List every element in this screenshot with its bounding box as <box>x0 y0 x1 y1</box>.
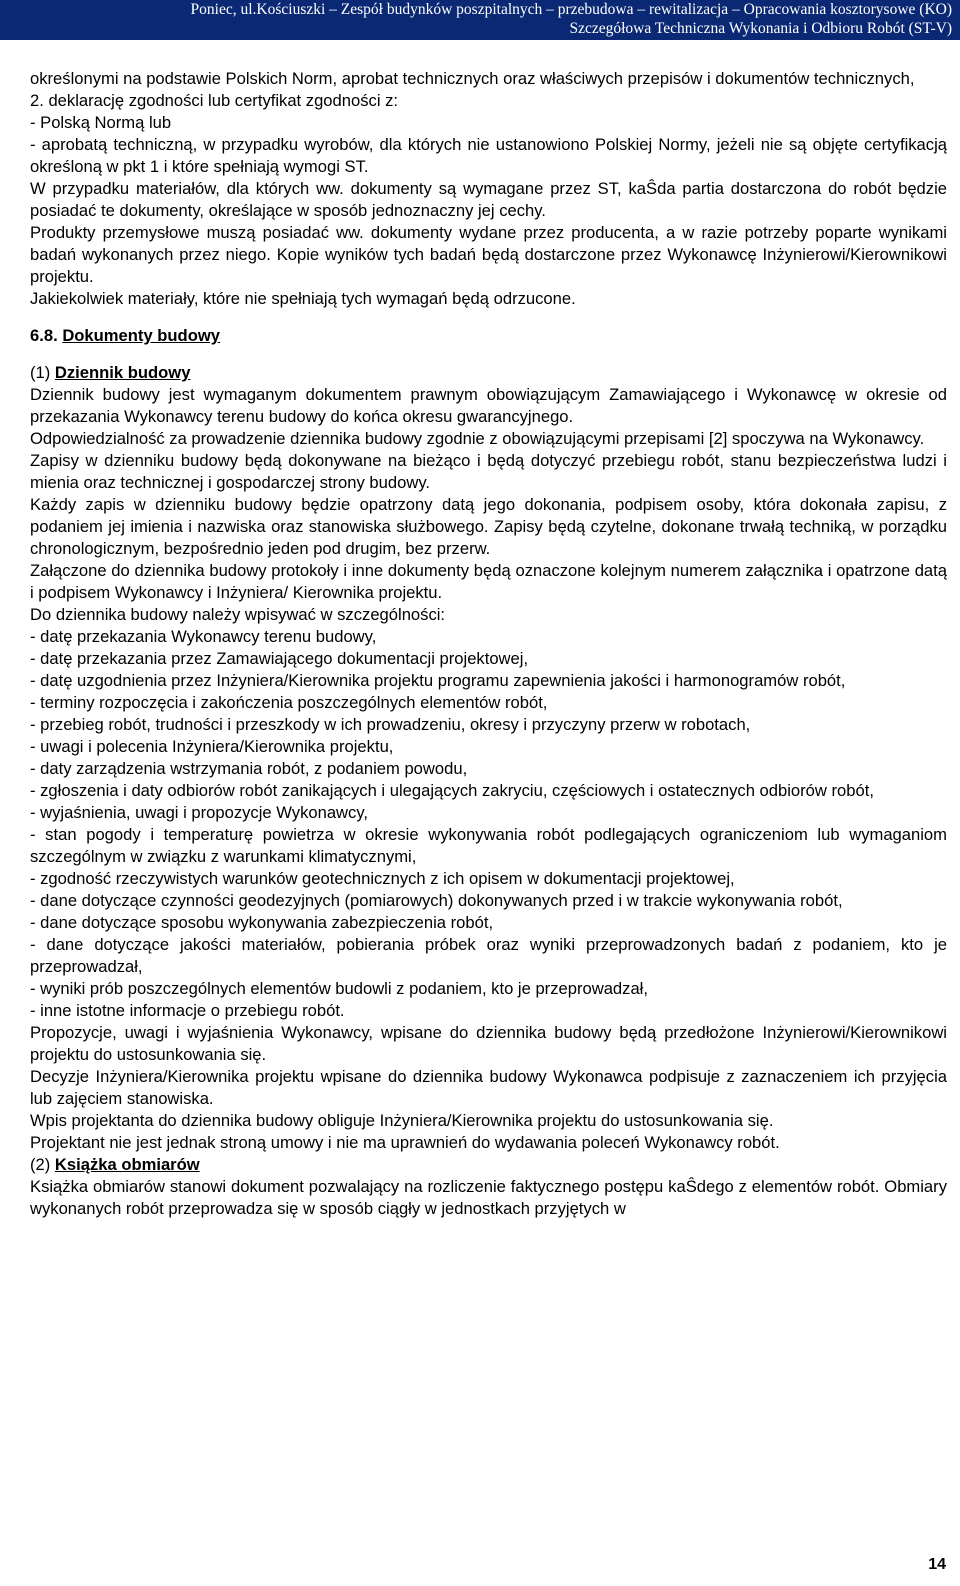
diary-paragraph: - wyjaśnienia, uwagi i propozycje Wykonawcy, <box>30 803 369 822</box>
diary-paragraph: - terminy rozpoczęcia i zakończenia poszczególnych elementów robót, <box>30 693 548 712</box>
intro-paragraph: - aprobatą techniczną, w przypadku wyrobów, dla których nie ustanowiono Polskiej Normy, jeżeli nie są objęte certyfikacją określoną w pkt 1 i które spełniają wymogi ST. <box>30 135 947 176</box>
subsection-number: (1) <box>30 363 51 382</box>
subsection-heading-measure-book <box>30 1154 947 1176</box>
diary-paragraph: - dane dotyczące sposobu wykonywania zabezpieczenia robót, <box>30 913 494 932</box>
diary-paragraph: - dane dotyczące jakości materiałów, pobierania próbek oraz wyniki przeprowadzonych badań z podaniem, kto je przeprowadzał, <box>30 935 947 976</box>
diary-paragraph: - datę uzgodnienia przez Inżyniera/Kierownika projektu programu zapewnienia jakości i harmonogramów robót, <box>30 671 846 690</box>
diary-paragraph: Decyzje Inżyniera/Kierownika projektu wpisane do dziennika budowy Wykonawca podpisuje z zaznaczeniem ich przyjęcia lub zajęciem stanowiska. <box>30 1067 947 1108</box>
intro-paragraph: Jakiekolwiek materiały, które nie spełniają tych wymagań będą odrzucone. <box>30 289 576 308</box>
diary-paragraph: Każdy zapis w dzienniku budowy będzie opatrzony datą jego dokonania, podpisem osoby, która dokonała zapisu, z podaniem jej imienia i nazwiska oraz stanowiska służbowego. Zapisy będą czytelne, dokonane trwałą techniką, w porządku chronologicznym, bezpośrednio jeden pod drugim, bez przerw. <box>30 495 947 558</box>
diary-paragraph: Wpis projektanta do dziennika budowy obliguje Inżyniera/Kierownika projektu do ustosunkowania się. <box>30 1111 774 1130</box>
diary-paragraph: Odpowiedzialność za prowadzenie dziennika budowy zgodnie z obowiązującymi przepisami [2] spoczywa na Wykonawcy. <box>30 429 925 448</box>
measure-book-content <box>30 1176 947 1220</box>
diary-paragraph: Propozycje, uwagi i wyjaśnienia Wykonawcy, wpisane do dziennika budowy będą przedłożone Inżynierowi/Kierownikowi projektu do ustosunkowania się. <box>30 1023 947 1064</box>
diary-paragraph: - zgodność rzeczywistych warunków geotechnicznych z ich opisem w dokumentacji projektowej, <box>30 869 735 888</box>
diary-paragraph: - datę przekazania przez Zamawiającego dokumentacji projektowej, <box>30 649 529 668</box>
diary-paragraph: - przebieg robót, trudności i przeszkody w ich prowadzeniu, okresy i przyczyny przerw w robotach, <box>30 715 751 734</box>
diary-paragraph: - dane dotyczące czynności geodezyjnych (pomiarowych) dokonywanych przed i w trakcie wykonywania robót, <box>30 891 843 910</box>
section-number: 6.8. <box>30 326 58 345</box>
intro-paragraph: określonymi na podstawie Polskich Norm, aprobat technicznych oraz właściwych przepisów i dokumentów technicznych, <box>30 69 915 88</box>
section-heading <box>30 325 947 347</box>
header-project-line: Poniec, ul.Kościuszki – Zespół budynków poszpitalnych – przebudowa – rewitalizacja – Opracowania kosztorysowe (KO) <box>190 1 952 18</box>
diary-paragraph: Projektant nie jest jednak stroną umowy i nie ma uprawnień do wydawania poleceń Wykonawcy robót. <box>30 1133 780 1152</box>
measure-book-paragraph: Książka obmiarów stanowi dokument pozwalający na rozliczenie faktycznego postępu kaŜdego z elementów robót. Obmiary wykonanych robót przeprowadza się w sposób ciągły w jednostkach przyjętych w <box>30 1177 947 1218</box>
page-body <box>30 68 947 1220</box>
subsection-number: (2) <box>30 1155 51 1174</box>
diary-paragraph: Załączone do dziennika budowy protokoły i inne dokumenty będą oznaczone kolejnym numerem załącznika i opatrzone datą i podpisem Wykonawcy i Inżyniera/ Kierownika projektu. <box>30 561 947 602</box>
diary-paragraph: - daty zarządzenia wstrzymania robót, z podaniem powodu, <box>30 759 468 778</box>
diary-paragraph: - inne istotne informacje o przebiegu robót. <box>30 1001 345 1020</box>
diary-paragraph: Dziennik budowy jest wymaganym dokumentem prawnym obowiązującym Zamawiającego i Wykonawcę w okresie od przekazania Wykonawcy terenu budowy do końca okresu gwarancyjnego. <box>30 385 947 426</box>
intro-paragraph: Produkty przemysłowe muszą posiadać ww. dokumenty wydane przez producenta, a w razie potrzeby poparte wynikami badań wykonanych przez niego. Kopie wyników tych badań będą dostarczone przez Wykonawcę Inżynierowi/Kierownikowi projektu. <box>30 223 947 286</box>
header-spec-line: Szczegółowa Techniczna Wykonania i Odbioru Robót (ST-V) <box>569 20 952 37</box>
diary-content <box>30 384 947 1154</box>
subsection-heading-diary <box>30 362 947 384</box>
diary-paragraph: - stan pogody i temperaturę powietrza w okresie wykonywania robót podlegających ograniczeniom lub wymaganiom szczególnym w związku z warunkami klimatycznymi, <box>30 825 947 866</box>
intro-paragraph: - Polską Normą lub <box>30 113 172 132</box>
document-header <box>0 0 960 40</box>
diary-paragraph: Do dziennika budowy należy wpisywać w szczególności: <box>30 605 446 624</box>
diary-paragraph: - uwagi i polecenia Inżyniera/Kierownika projektu, <box>30 737 394 756</box>
diary-paragraph: Zapisy w dzienniku budowy będą dokonywane na bieżąco i będą dotyczyć przebiegu robót, stanu bezpieczeństwa ludzi i mienia oraz technicznej i gospodarczej strony budowy. <box>30 451 947 492</box>
intro-paragraph: W przypadku materiałów, dla których ww. dokumenty są wymagane przez ST, kaŜda partia dostarczona do robót będzie posiadać te dokumenty, określające w sposób jednoznaczny jej cechy. <box>30 179 947 220</box>
diary-paragraph: - wyniki prób poszczególnych elementów budowli z podaniem, kto je przeprowadzał, <box>30 979 648 998</box>
intro-paragraph: 2. deklarację zgodności lub certyfikat zgodności z: <box>30 91 399 110</box>
diary-paragraph: - zgłoszenia i daty odbiorów robót zanikających i ulegających zakryciu, częściowych i ostatecznych odbiorów robót, <box>30 781 874 800</box>
section-title: Dokumenty budowy <box>62 326 220 345</box>
subsection-title: Książka obmiarów <box>54 1155 200 1174</box>
page-number: 14 <box>928 1556 946 1573</box>
subsection-title: Dziennik budowy <box>54 363 191 382</box>
diary-paragraph: - datę przekazania Wykonawcy terenu budowy, <box>30 627 377 646</box>
